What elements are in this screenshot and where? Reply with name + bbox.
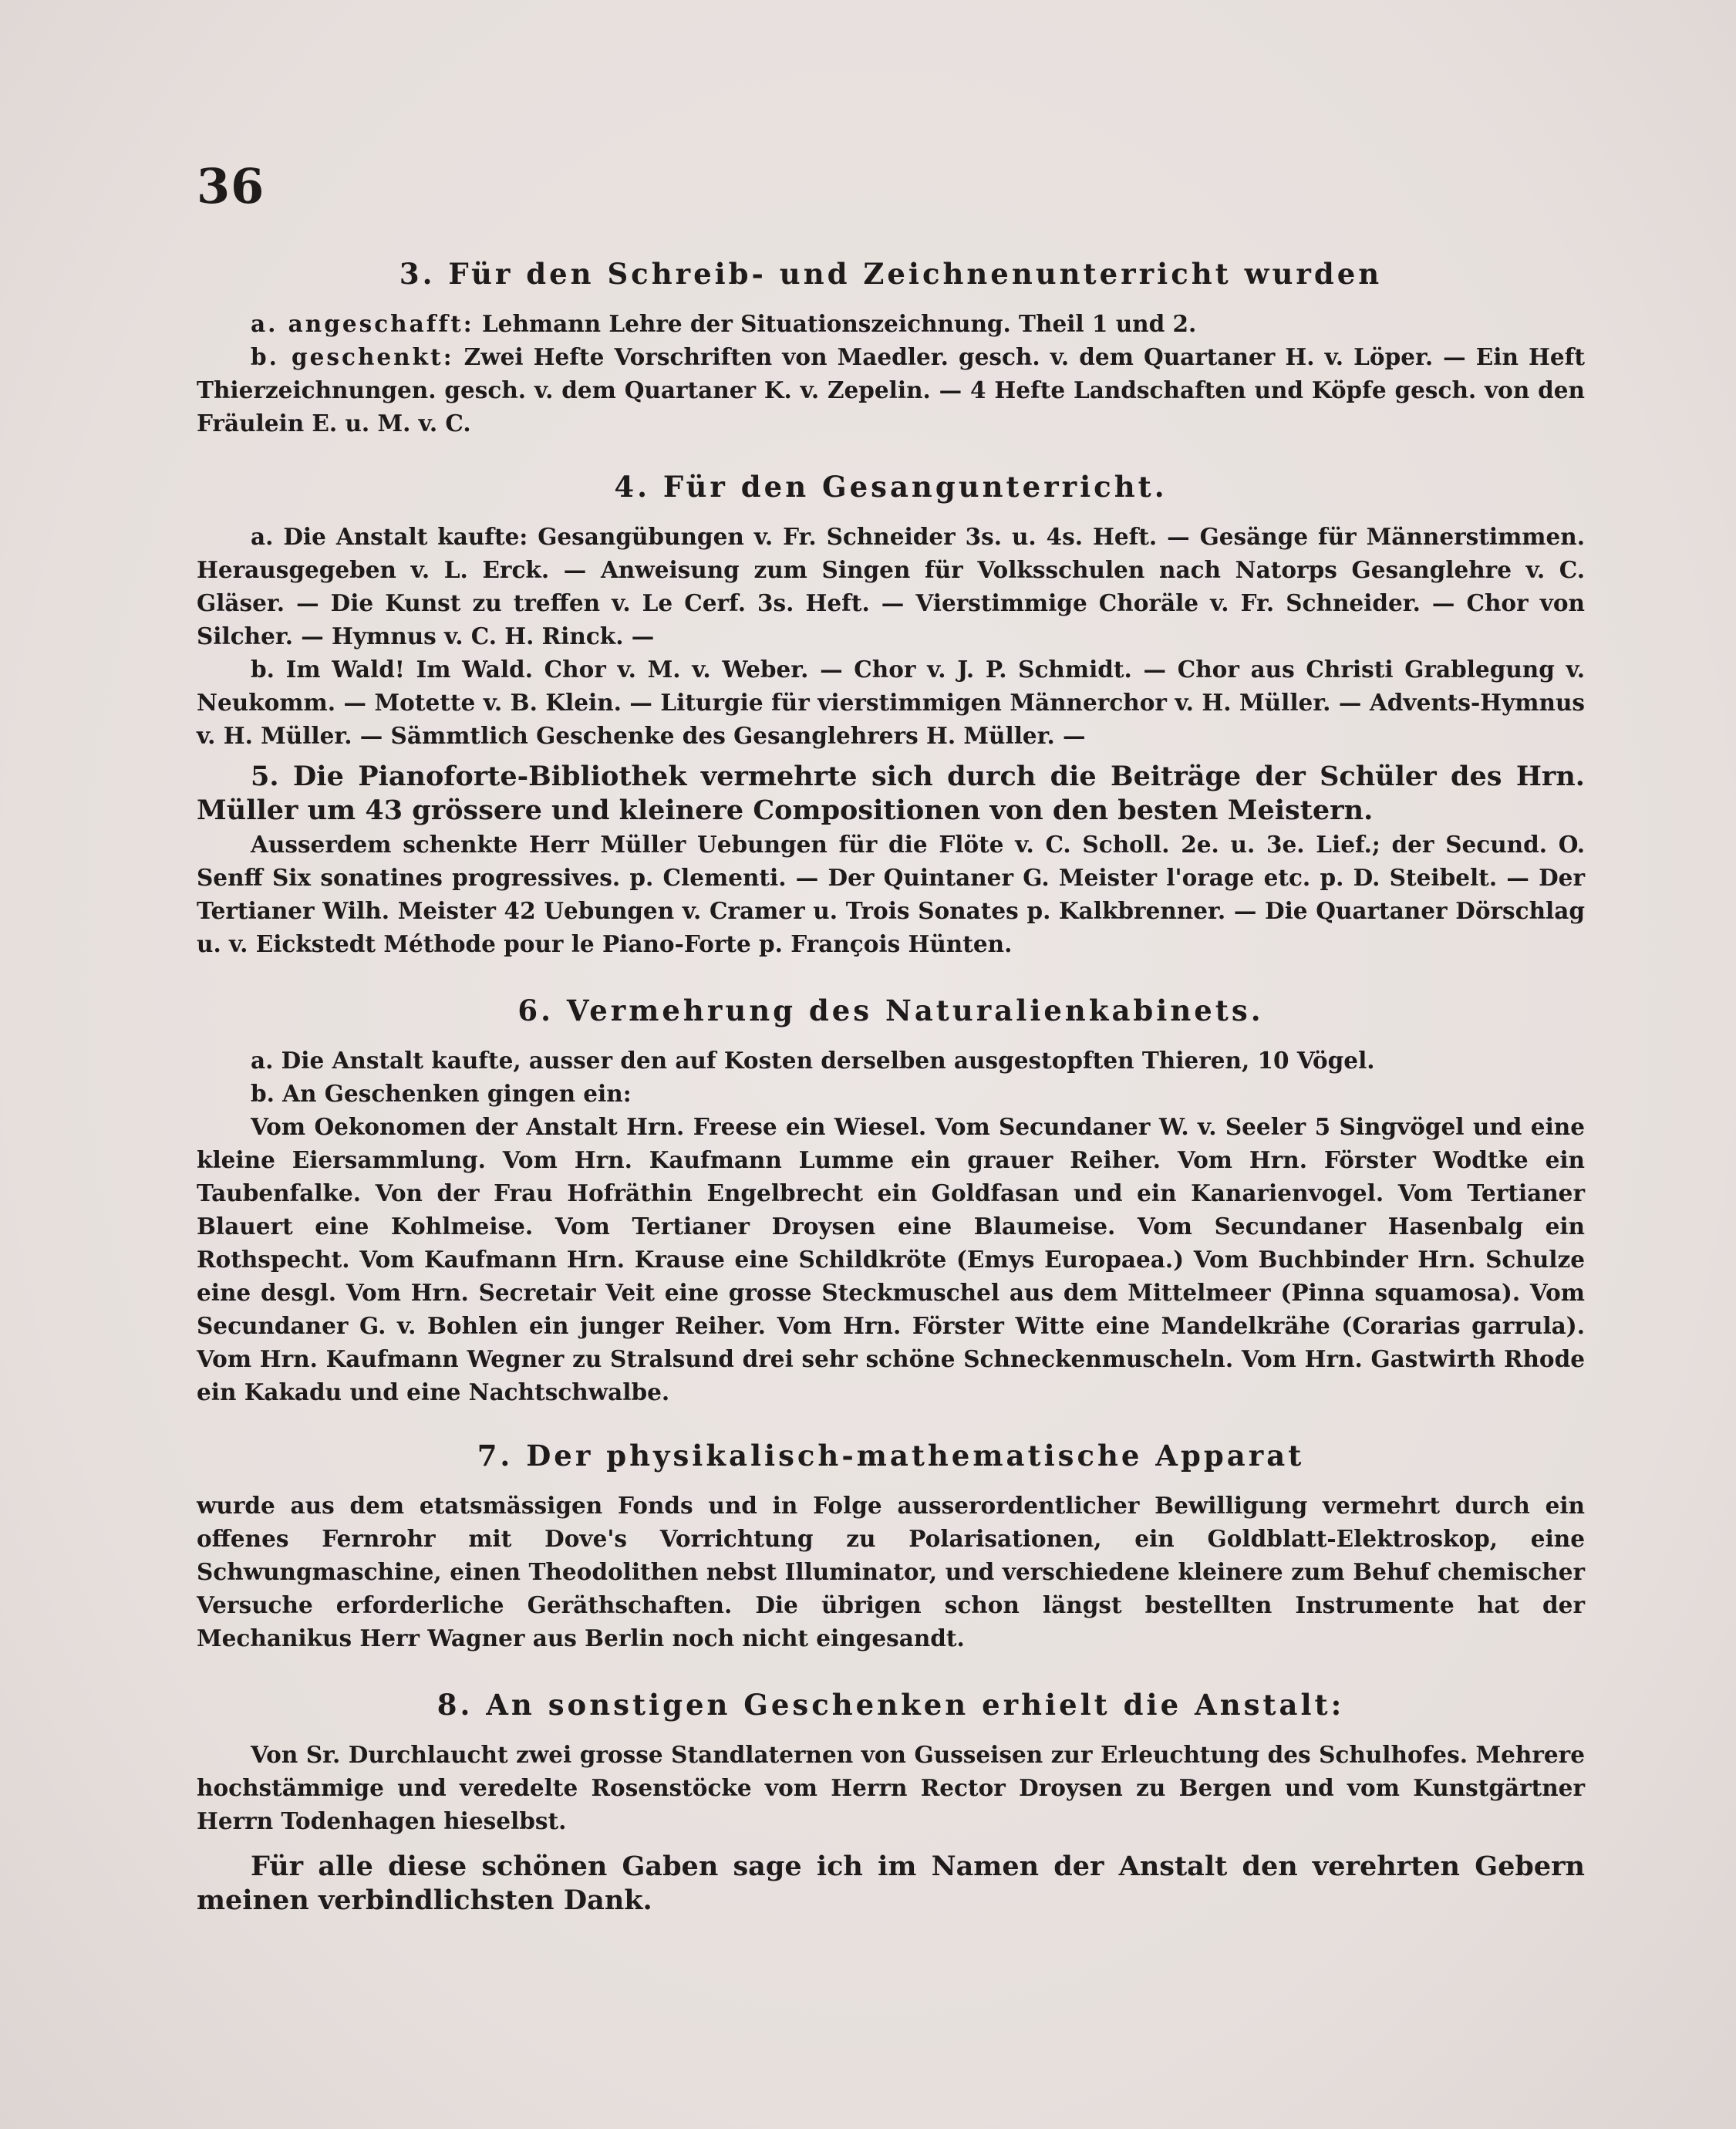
- section-4-item-b: b. Im Wald! Im Wald. Chor v. M. v. Weber. — Chor v. J. P. Schmidt. — Chor aus Christi Grablegung v. Neukomm. — Motette v. B. Klein. — Liturgie für vierstimmigen Männerchor v. H. Müller. — Advents-Hymnus v. H. Müller. — Sämmtlich Geschenke des Gesanglehrers H. Müller. —: [197, 656, 1585, 749]
- section-3-item-b: [197, 340, 1585, 440]
- section-7-body: wurde aus dem etatsmässigen Fonds und in Folge ausserordentlicher Bewilligung vermehrt durch ein offenes Fernrohr mit Dove's Vorrichtung zu Polarisationen, ein Goldblatt-Elektroskop, eine Schwungmaschine, einen Theodolithen nebst Illuminator, und verschiedene kleinere zum Behuf chemischer Versuche erforderliche Geräthschaften. Die übrigen schon längst bestellten Instrumente hat der Mechanikus Herr Wagner aus Berlin noch nicht eingesandt.: [197, 1492, 1585, 1652]
- closing-statement: Für alle diese schönen Gaben sage ich im Namen der Anstalt den verehrten Gebern meinen verbindlichsten Dank.: [197, 1851, 1585, 1916]
- section-3-item-b-label: b. geschenkt:: [251, 343, 454, 370]
- section-3-item-b-text: Zwei Hefte Vorschriften von Maedler. gesch. v. dem Quartaner H. v. Löper. — Ein Heft Thierzeichnungen. gesch. v. dem Quartaner K. v. Zepelin. — 4 Hefte Landschaften und Köpfe gesch. von den Fräulein E. u. M. v. C.: [197, 343, 1585, 437]
- section-3-item-a: [197, 307, 1585, 340]
- section-6: [197, 991, 1585, 1409]
- section-3-heading: 3. Für den Schreib- und Zeichnenunterricht wurden: [399, 257, 1383, 291]
- section-7-heading: 7. Der physikalisch-mathematische Apparat: [477, 1439, 1305, 1473]
- section-5: [197, 760, 1585, 960]
- section-5-body: Ausserdem schenkte Herr Müller Uebungen für die Flöte v. C. Scholl. 2e. u. 3e. Lief.; der Secund. O. Senff Six sonatines progressives. p. Clementi. — Der Quintaner G. Meister l'orage etc. p. D. Steibelt. — Der Tertianer Wilh. Meister 42 Uebungen v. Cramer u. Trois Sonates p. Kalkbrenner. — Die Quartaner Dörschlag u. v. Eickstedt Méthode pour le Piano-Forte p. François Hünten.: [197, 831, 1585, 957]
- section-3-item-a-label: a. angeschafft:: [251, 310, 474, 337]
- section-8-heading: 8. An sonstigen Geschenken erhielt die Anstalt:: [437, 1688, 1345, 1722]
- section-8: [197, 1685, 1585, 1837]
- section-4-heading: 4. Für den Gesangunterricht.: [614, 470, 1168, 504]
- section-3-item-a-text: Lehmann Lehre der Situationszeichnung. Theil 1 und 2.: [481, 310, 1197, 337]
- section-5-heading: 5. Die Pianoforte-Bibliothek vermehrte sich durch die Beiträge der Schüler des Hrn. Müller um 43 grössere und kleinere Compositionen von den besten Meistern.: [197, 761, 1585, 826]
- section-6-item-b: b. An Geschenken gingen ein:: [251, 1080, 632, 1107]
- section-6-item-a: a. Die Anstalt kaufte, ausser den auf Kosten derselben ausgestopften Thieren, 10 Vögel.: [251, 1047, 1375, 1074]
- section-3: [197, 255, 1585, 440]
- section-7: [197, 1436, 1585, 1655]
- section-4-item-a: a. Die Anstalt kaufte: Gesangübungen v. Fr. Schneider 3s. u. 4s. Heft. — Gesänge für Männerstimmen. Herausgegeben v. L. Erck. — Anweisung zum Singen für Volksschulen nach Natorps Gesanglehre v. C. Gläser. — Die Kunst zu treffen v. Le Cerf. 3s. Heft. — Vierstimmige Choräle v. Fr. Schneider. — Chor von Silcher. — Hymnus v. C. H. Rinck. —: [197, 523, 1585, 649]
- section-6-body: Vom Oekonomen der Anstalt Hrn. Freese ein Wiesel. Vom Secundaner W. v. Seeler 5 Singvögel und eine kleine Eiersammlung. Vom Hrn. Kaufmann Lumme ein grauer Reiher. Vom Hrn. Förster Wodtke ein Taubenfalke. Von der Frau Hofräthin Engelbrecht ein Goldfasan und ein Kanarienvogel. Vom Tertianer Blauert eine Kohlmeise. Vom Tertianer Droysen eine Blaumeise. Vom Secundaner Hasenbalg ein Rothspecht. Vom Kaufmann Hrn. Krause eine Schildkröte (Emys Europaea.) Vom Buchbinder Hrn. Schulze eine desgl. Vom Hrn. Secretair Veit eine grosse Steckmuschel aus dem Mittelmeer (Pinna squamosa). Vom Secundaner G. v. Bohlen ein junger Reiher. Vom Hrn. Förster Witte eine Mandelkrähe (Corarias garrula). Vom Hrn. Kaufmann Wegner zu Stralsund drei sehr schöne Schneckenmuscheln. Vom Hrn. Gastwirth Rhode ein Kakadu und eine Nachtschwalbe.: [197, 1113, 1585, 1405]
- section-8-body: Von Sr. Durchlaucht zwei grosse Standlaternen von Gusseisen zur Erleuchtung des Schulhofes. Mehrere hochstämmige und veredelte Rosenstöcke vom Herrn Rector Droysen zu Bergen und vom Kunstgärtner Herrn Todenhagen hieselbst.: [197, 1741, 1585, 1834]
- section-4: [197, 467, 1585, 752]
- section-6-heading: 6. Vermehrung des Naturalienkabinets.: [517, 994, 1264, 1027]
- page-number: 36: [197, 158, 265, 214]
- page-content: [197, 255, 1585, 1918]
